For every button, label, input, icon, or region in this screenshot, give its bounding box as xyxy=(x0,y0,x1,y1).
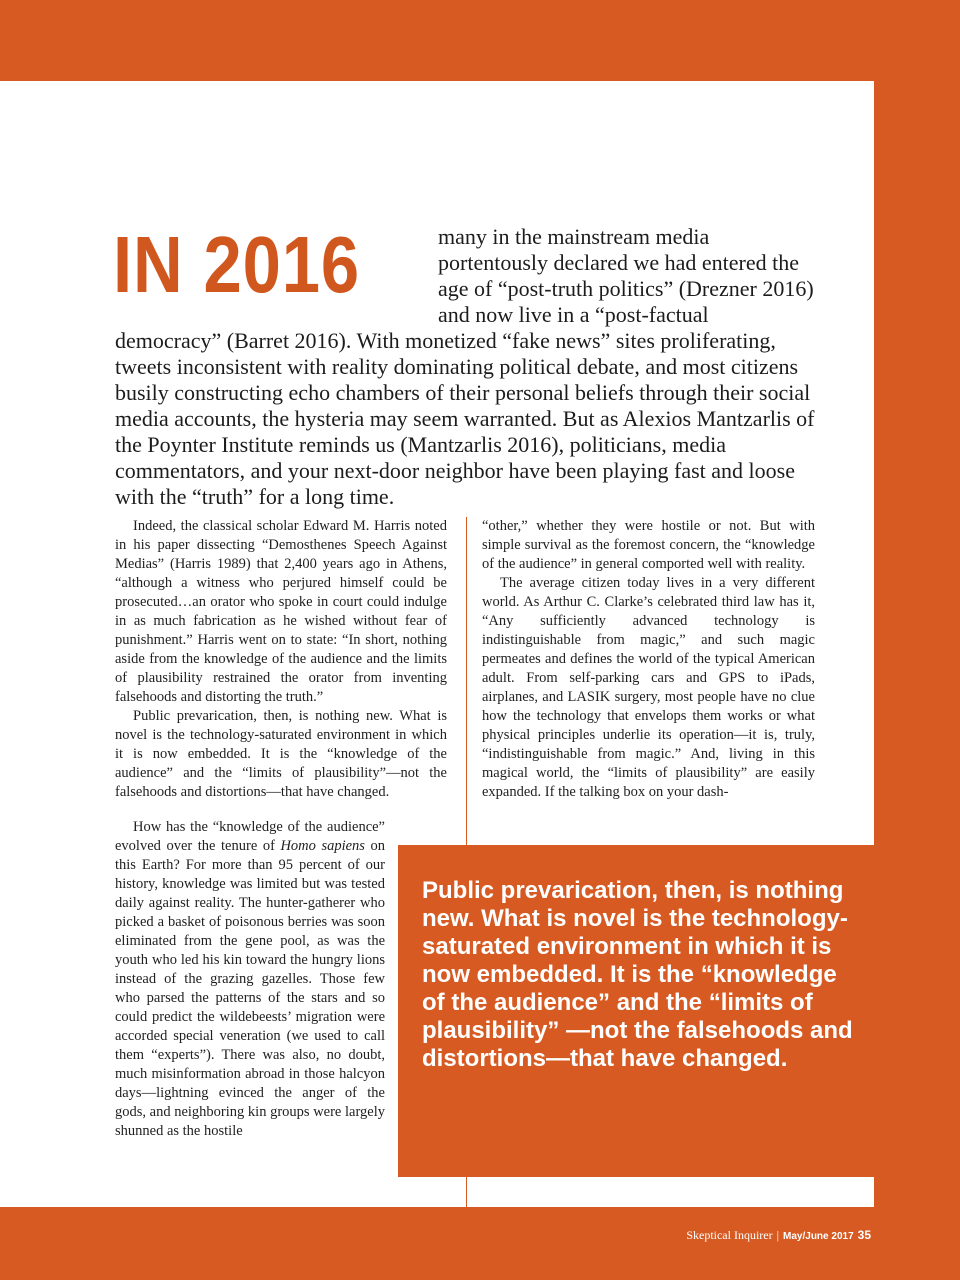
left-paragraph-3-start: How has the “knowledge of the audience” evolved over the tenure of xyxy=(115,819,385,854)
left-paragraph-1: Indeed, the classical scholar Edward M. Harris noted in his paper dissecting “Demosthenes Speech Against Medias” (Harris 1989) that 2,400 years ago in Athens, “although a witness who perjured himself could be prosecuted…an orator who spoke in court could indulge in as much fabrication as he wished without fear of punishment.” Harris went on to state: “In short, nothing aside from the knowledge of the audience and the limits of plausibility restrained the orator from inventing falsehoods and distorting the truth.” xyxy=(115,518,447,705)
left-column-continued xyxy=(115,818,385,1141)
dropcap-heading: IN 2016 xyxy=(113,220,360,309)
pull-quote: Public prevarication, then, is nothing new. What is novel is the technology-saturated environment in which it is now embedded. It is the “knowledge of the audience” and the “limits of plausibility” —not the falsehoods and distortions—that have changed. xyxy=(398,845,874,1177)
left-column xyxy=(115,517,447,802)
page-number: 35 xyxy=(857,1228,871,1242)
right-column xyxy=(482,517,815,802)
page-footer xyxy=(686,1228,871,1243)
left-paragraph-3 xyxy=(115,818,385,1141)
lead-paragraph: many in the mainstream media portentously declared we had entered the age of “post-truth politics” (Drezner 2016) and now live in a “post-factual democracy” (Barret 2016). With monetized “fake news” sites proliferating, tweets inconsistent with reality dominating political debate, and most citizens busily constructing echo chambers of their personal beliefs through their social media accounts, the hysteria may seem warranted. But as Alexios Mantzarlis of the Poynter Institute reminds us (Mantzarlis 2016), politicians, media commentators, and your next-door neighbor have been playing fast and loose with the “truth” for a long time. xyxy=(115,224,815,509)
right-paragraph-2: The average citizen today lives in a very different world. As Arthur C. Clarke’s celebrated third law has it, “Any sufficiently advanced technology is indistinguishable from magic,” and such magic permeates and defines the world of the typical American adult. From self-parking cars and GPS to iPads, airplanes, and LASIK surgery, most people have no clue how the technology that envelops them works or what physical principles underlie its operation—it is, truly, “indistinguishable from magic.” And, living in this magical world, the “limits of plausibility” are easily expanded. If the talking box on your dash- xyxy=(482,575,815,800)
left-paragraph-3-end: on this Earth? For more than 95 percent of our history, knowledge was limited but was tested daily against reality. The hunter-gatherer who picked a basket of poisonous berries was soon eliminated from the gene pool, as was the youth who led his kin toward the hungry lions instead of the grazing gazelles. Those few who parsed the patterns of the stars and so could predict the wildebeests’ migration were accorded special veneration (we used to call them “experts”). There was also, no doubt, much misinformation abroad in those halcyon days—lightning evinced the anger of the gods, and neighboring kin groups were largely shunned as the hostile xyxy=(115,838,386,1139)
right-paragraph-1: “other,” whether they were hostile or not. But with simple survival as the foremost concern, the “knowledge of the audience” in general comported well with reality. xyxy=(482,518,815,572)
left-paragraph-2: Public prevarication, then, is nothing new. What is novel is the technology-saturated environment in which it is now embedded. It is the “knowledge of the audience” and the “limits of plausibility”—not the falsehoods and distortions—that have changed. xyxy=(115,708,447,800)
magazine-name: Skeptical Inquirer xyxy=(686,1228,773,1242)
footer-separator: | xyxy=(776,1228,780,1242)
issue-date: May/June 2017 xyxy=(783,1231,854,1242)
species-name: Homo sapiens xyxy=(280,838,365,854)
article-lead xyxy=(113,220,815,510)
